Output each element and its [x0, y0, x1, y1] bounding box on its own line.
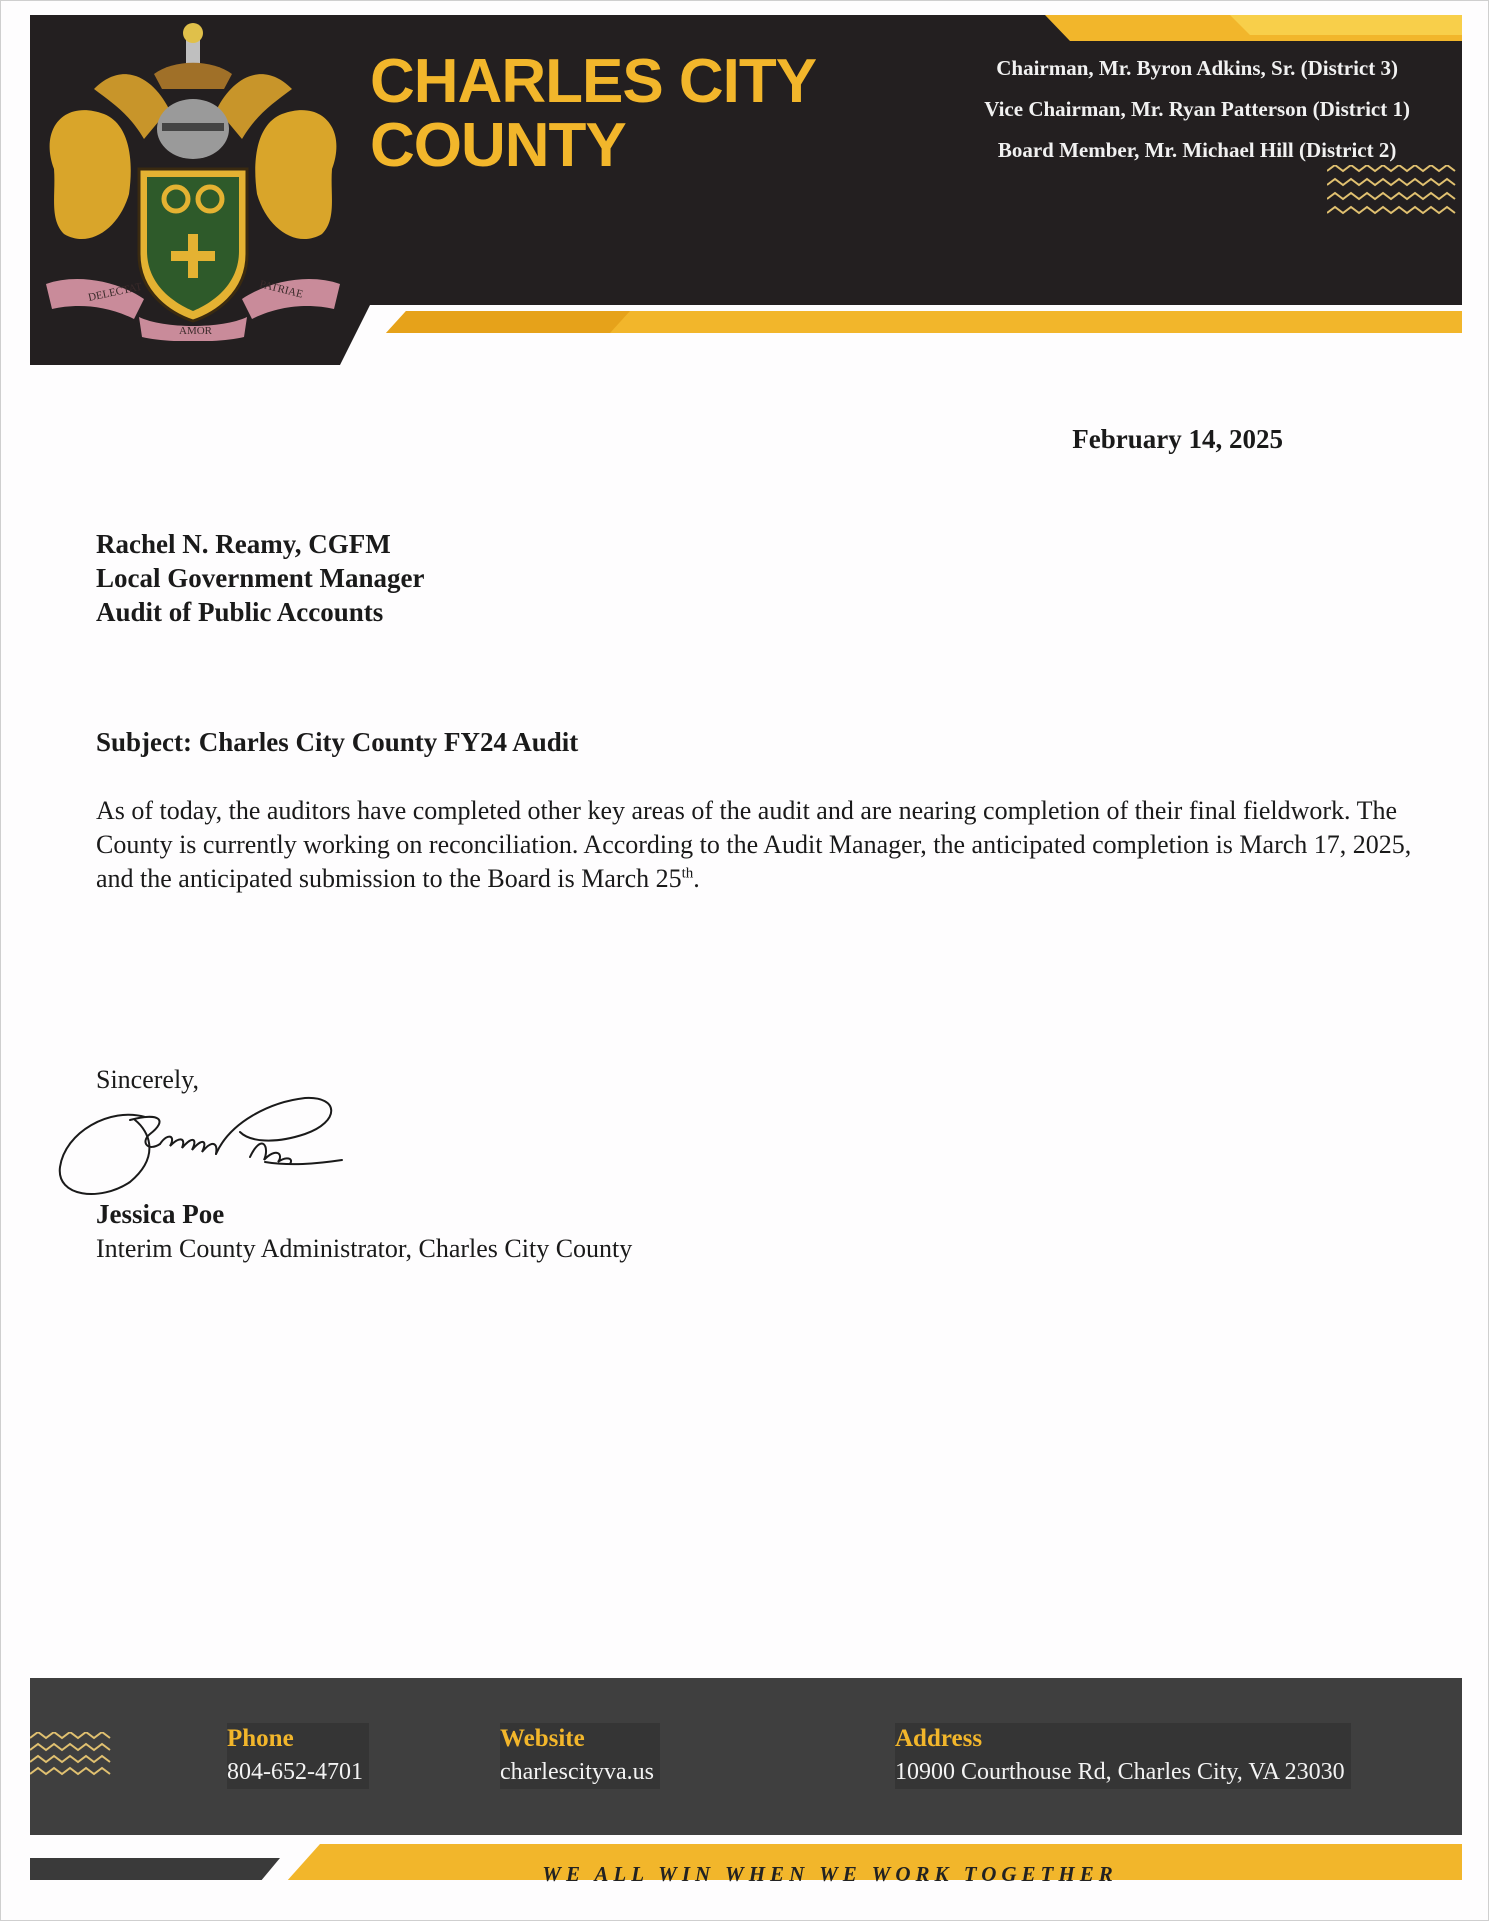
county-title-line2: COUNTY — [370, 111, 626, 180]
board-member-chairman: Chairman, Mr. Byron Adkins, Sr. (District 3) — [996, 56, 1398, 80]
signer-name: Jessica Poe — [96, 1199, 225, 1229]
recipient-name: Rachel N. Reamy, CGFM — [96, 529, 391, 559]
recipient-office: Audit of Public Accounts — [96, 597, 384, 627]
address-label: Address — [895, 1723, 1351, 1755]
website-label: Website — [500, 1723, 660, 1755]
footer-website — [500, 1723, 660, 1789]
signer-title: Interim County Administrator, Charles City County — [96, 1234, 633, 1263]
letter-body-end: . — [693, 864, 700, 893]
footer-zigzag-icon — [30, 1732, 112, 1782]
website-link[interactable]: charlescityva.us — [500, 1755, 660, 1789]
address-text: 10900 Courthouse Rd, Charles City, VA 23030 — [895, 1755, 1351, 1789]
footer-tagline: WE ALL WIN WHEN WE WORK TOGETHER — [542, 1862, 1118, 1886]
svg-text:PATRIAE: PATRIAE — [258, 278, 305, 301]
svg-text:DELECTAT: DELECTAT — [87, 280, 144, 304]
board-members — [984, 48, 1410, 171]
phone-number[interactable]: 804-652-4701 — [227, 1755, 369, 1789]
letter-subject: Subject: Charles City County FY24 Audit — [96, 727, 579, 757]
letter-date: February 14, 2025 — [1072, 424, 1283, 454]
letter-body-text: As of today, the auditors have completed other key areas of the audit and are nearing completion of their final fieldwork. The County is currently working on reconciliation. According to the Audit Manager, the anticipated completion is March 17, 2025, and the anticipated submission to the Board is March 25 — [96, 796, 1412, 893]
svg-text:AMOR: AMOR — [179, 325, 213, 337]
board-member-vice-chairman: Vice Chairman, Mr. Ryan Patterson (District 1) — [984, 97, 1410, 121]
board-member-member: Board Member, Mr. Michael Hill (District 2) — [997, 138, 1397, 162]
recipient-block — [96, 527, 424, 629]
phone-label: Phone — [227, 1723, 369, 1755]
recipient-title: Local Government Manager — [96, 563, 425, 593]
footer-address — [895, 1723, 1351, 1789]
letter-body — [96, 794, 1416, 896]
letterhead — [30, 15, 1462, 365]
county-title-line1: CHARLES CITY — [370, 47, 817, 116]
footer-phone — [227, 1723, 369, 1789]
county-crest-logo — [34, 19, 352, 341]
ordinal-suffix: th — [681, 865, 694, 882]
letter-closing: Sincerely, — [96, 1065, 199, 1094]
zigzag-decoration-icon — [1327, 165, 1457, 231]
county-title — [370, 47, 817, 180]
signature — [50, 1062, 370, 1207]
